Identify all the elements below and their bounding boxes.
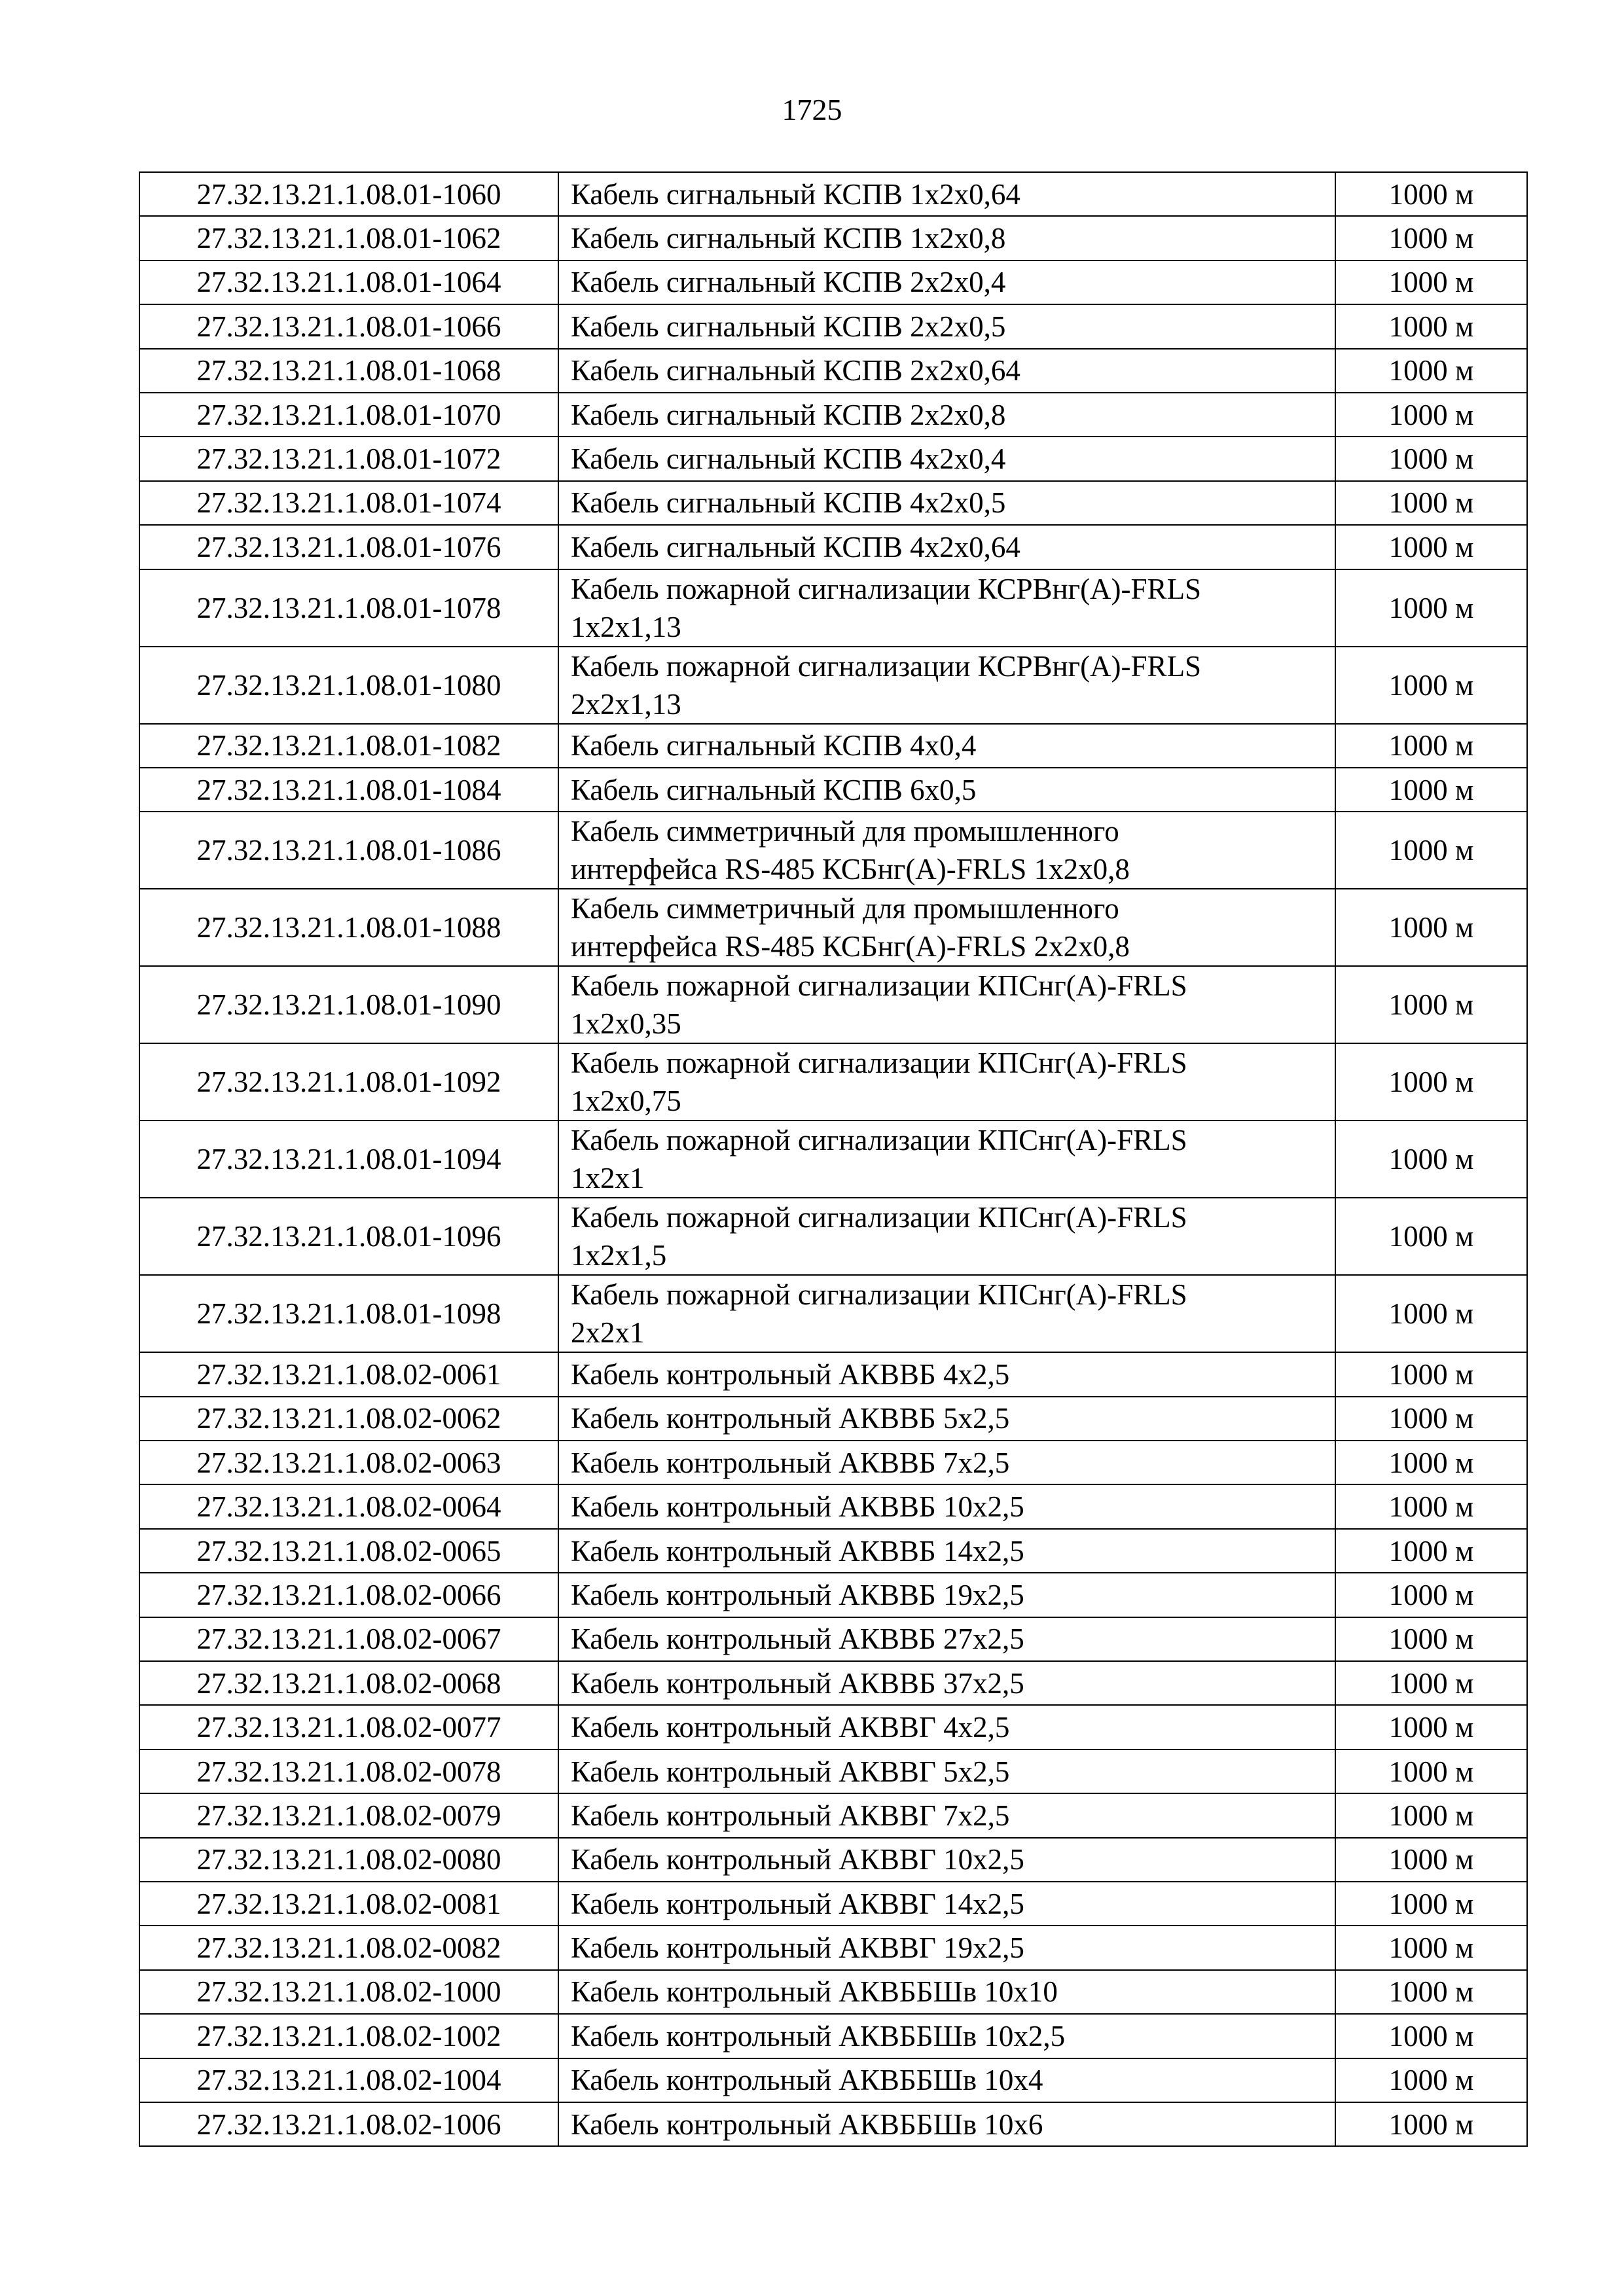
row-name: Кабель сигнальный КСПВ 2х2х0,64 bbox=[558, 349, 1335, 393]
row-name-line: Кабель пожарной сигнализации КСРВнг(А)-FRLS bbox=[571, 649, 1202, 683]
row-code: 27.32.13.21.1.08.02-1002 bbox=[139, 2014, 558, 2058]
row-code: 27.32.13.21.1.08.02-0066 bbox=[139, 1573, 558, 1617]
row-code: 27.32.13.21.1.08.01-1062 bbox=[139, 216, 558, 260]
row-unit: 1000 м bbox=[1335, 481, 1527, 525]
row-code: 27.32.13.21.1.08.02-1000 bbox=[139, 1970, 558, 2014]
table-row bbox=[139, 569, 1527, 647]
row-name-line: Кабель пожарной сигнализации КПСнг(А)-FRLS bbox=[571, 1047, 1187, 1080]
row-name-line: 1х2х0,35 bbox=[571, 1007, 681, 1041]
row-code: 27.32.13.21.1.08.02-0079 bbox=[139, 1793, 558, 1837]
row-name-line: интерфейса RS-485 КСБнг(А)-FRLS 2х2х0,8 bbox=[571, 930, 1130, 963]
row-name-line: Кабель пожарной сигнализации КПСнг(А)-FRLS bbox=[571, 1201, 1187, 1234]
table-row bbox=[139, 1529, 1527, 1573]
row-code: 27.32.13.21.1.08.01-1080 bbox=[139, 647, 558, 724]
row-name bbox=[558, 966, 1335, 1043]
table-row bbox=[139, 1882, 1527, 1926]
row-unit: 1000 м bbox=[1335, 1529, 1527, 1573]
row-name-line: Кабель пожарной сигнализации КПСнг(А)-FRLS bbox=[571, 1124, 1187, 1157]
row-name: Кабель сигнальный КСПВ 2х2х0,8 bbox=[558, 393, 1335, 437]
table-row bbox=[139, 1275, 1527, 1352]
row-code: 27.32.13.21.1.08.01-1084 bbox=[139, 768, 558, 812]
row-code: 27.32.13.21.1.08.02-0061 bbox=[139, 1352, 558, 1396]
row-unit: 1000 м bbox=[1335, 2102, 1527, 2146]
table-row bbox=[139, 304, 1527, 348]
row-code: 27.32.13.21.1.08.02-0077 bbox=[139, 1705, 558, 1749]
table-row bbox=[139, 1484, 1527, 1528]
page-number: 1725 bbox=[782, 93, 842, 126]
row-name: Кабель контрольный АКВВГ 19х2,5 bbox=[558, 1926, 1335, 1969]
row-code: 27.32.13.21.1.08.02-0064 bbox=[139, 1484, 558, 1528]
table-row bbox=[139, 889, 1527, 966]
row-code: 27.32.13.21.1.08.01-1068 bbox=[139, 349, 558, 393]
row-code: 27.32.13.21.1.08.01-1070 bbox=[139, 393, 558, 437]
table-row bbox=[139, 1198, 1527, 1275]
table-row bbox=[139, 1926, 1527, 1969]
row-unit: 1000 м bbox=[1335, 768, 1527, 812]
table-row bbox=[139, 349, 1527, 393]
row-unit: 1000 м bbox=[1335, 647, 1527, 724]
table-row bbox=[139, 2058, 1527, 2102]
row-name-line: 1х2х1 bbox=[571, 1162, 645, 1195]
resource-table bbox=[139, 171, 1528, 2147]
row-code: 27.32.13.21.1.08.01-1060 bbox=[139, 172, 558, 216]
row-unit: 1000 м bbox=[1335, 1793, 1527, 1837]
row-name: Кабель контрольный АКВВБ 37х2,5 bbox=[558, 1661, 1335, 1705]
row-unit: 1000 м bbox=[1335, 1705, 1527, 1749]
row-name: Кабель контрольный АКВББШв 10х4 bbox=[558, 2058, 1335, 2102]
row-name: Кабель сигнальный КСПВ 4х2х0,4 bbox=[558, 437, 1335, 480]
row-code: 27.32.13.21.1.08.02-1004 bbox=[139, 2058, 558, 2102]
row-name: Кабель сигнальный КСПВ 2х2х0,4 bbox=[558, 260, 1335, 304]
row-name-line: Кабель симметричный для промышленного bbox=[571, 892, 1119, 925]
table-row bbox=[139, 1749, 1527, 1793]
row-name: Кабель контрольный АКВВБ 5х2,5 bbox=[558, 1397, 1335, 1441]
row-name-line: 1х2х0,75 bbox=[571, 1085, 681, 1118]
row-name: Кабель контрольный АКВББШв 10х10 bbox=[558, 1970, 1335, 2014]
row-code: 27.32.13.21.1.08.02-0068 bbox=[139, 1661, 558, 1705]
table-row bbox=[139, 812, 1527, 889]
row-name bbox=[558, 647, 1335, 724]
row-code: 27.32.13.21.1.08.02-0065 bbox=[139, 1529, 558, 1573]
row-name bbox=[558, 1121, 1335, 1198]
row-code: 27.32.13.21.1.08.01-1086 bbox=[139, 812, 558, 889]
row-unit: 1000 м bbox=[1335, 1970, 1527, 2014]
row-name: Кабель контрольный АКВВГ 5х2,5 bbox=[558, 1749, 1335, 1793]
row-name-line: Кабель пожарной сигнализации КСРВнг(А)-FRLS bbox=[571, 572, 1202, 605]
row-unit: 1000 м bbox=[1335, 1617, 1527, 1661]
row-name: Кабель контрольный АКВВБ 4х2,5 bbox=[558, 1352, 1335, 1396]
row-name: Кабель контрольный АКВВГ 14х2,5 bbox=[558, 1882, 1335, 1926]
row-code: 27.32.13.21.1.08.01-1094 bbox=[139, 1121, 558, 1198]
row-unit: 1000 м bbox=[1335, 2014, 1527, 2058]
row-name: Кабель контрольный АКВВБ 27х2,5 bbox=[558, 1617, 1335, 1661]
table-row bbox=[139, 1397, 1527, 1441]
row-name bbox=[558, 812, 1335, 889]
row-name bbox=[558, 1043, 1335, 1121]
row-name: Кабель сигнальный КСПВ 4х0,4 bbox=[558, 724, 1335, 768]
row-name: Кабель контрольный АКВББШв 10х6 bbox=[558, 2102, 1335, 2146]
row-name bbox=[558, 1275, 1335, 1352]
row-unit: 1000 м bbox=[1335, 1397, 1527, 1441]
row-unit: 1000 м bbox=[1335, 2058, 1527, 2102]
row-unit: 1000 м bbox=[1335, 1198, 1527, 1275]
row-unit: 1000 м bbox=[1335, 1275, 1527, 1352]
row-unit: 1000 м bbox=[1335, 393, 1527, 437]
row-unit: 1000 м bbox=[1335, 1882, 1527, 1926]
row-unit: 1000 м bbox=[1335, 1121, 1527, 1198]
row-name: Кабель контрольный АКВББШв 10х2,5 bbox=[558, 2014, 1335, 2058]
row-name: Кабель сигнальный КСПВ 1х2х0,64 bbox=[558, 172, 1335, 216]
table-row bbox=[139, 647, 1527, 724]
row-unit: 1000 м bbox=[1335, 525, 1527, 569]
row-name: Кабель контрольный АКВВГ 7х2,5 bbox=[558, 1793, 1335, 1837]
table-row bbox=[139, 260, 1527, 304]
row-unit: 1000 м bbox=[1335, 812, 1527, 889]
row-unit: 1000 м bbox=[1335, 569, 1527, 647]
row-code: 27.32.13.21.1.08.01-1066 bbox=[139, 304, 558, 348]
row-code: 27.32.13.21.1.08.02-0067 bbox=[139, 1617, 558, 1661]
row-name bbox=[558, 1198, 1335, 1275]
row-code: 27.32.13.21.1.08.02-0082 bbox=[139, 1926, 558, 1969]
table-row bbox=[139, 1793, 1527, 1837]
table-row bbox=[139, 1352, 1527, 1396]
row-name: Кабель сигнальный КСПВ 2х2х0,5 bbox=[558, 304, 1335, 348]
row-code: 27.32.13.21.1.08.01-1074 bbox=[139, 481, 558, 525]
row-name-line: 2х2х1 bbox=[571, 1316, 645, 1350]
row-unit: 1000 м bbox=[1335, 216, 1527, 260]
row-unit: 1000 м bbox=[1335, 172, 1527, 216]
table-row bbox=[139, 437, 1527, 480]
row-name bbox=[558, 569, 1335, 647]
table-row bbox=[139, 2102, 1527, 2146]
row-unit: 1000 м bbox=[1335, 1043, 1527, 1121]
row-unit: 1000 м bbox=[1335, 1352, 1527, 1396]
row-name-line: Кабель пожарной сигнализации КПСнг(А)-FRLS bbox=[571, 969, 1187, 1003]
table-row bbox=[139, 525, 1527, 569]
table-row bbox=[139, 1441, 1527, 1484]
row-name-line: Кабель пожарной сигнализации КПСнг(А)-FRLS bbox=[571, 1278, 1187, 1312]
row-name: Кабель сигнальный КСПВ 4х2х0,5 bbox=[558, 481, 1335, 525]
row-code: 27.32.13.21.1.08.01-1064 bbox=[139, 260, 558, 304]
row-unit: 1000 м bbox=[1335, 1661, 1527, 1705]
row-code: 27.32.13.21.1.08.02-0080 bbox=[139, 1838, 558, 1882]
row-code: 27.32.13.21.1.08.01-1092 bbox=[139, 1043, 558, 1121]
row-code: 27.32.13.21.1.08.01-1096 bbox=[139, 1198, 558, 1275]
row-name: Кабель сигнальный КСПВ 1х2х0,8 bbox=[558, 216, 1335, 260]
row-code: 27.32.13.21.1.08.02-1006 bbox=[139, 2102, 558, 2146]
row-name: Кабель контрольный АКВВГ 10х2,5 bbox=[558, 1838, 1335, 1882]
table-row bbox=[139, 1043, 1527, 1121]
row-name: Кабель сигнальный КСПВ 4х2х0,64 bbox=[558, 525, 1335, 569]
table-body bbox=[139, 172, 1527, 2146]
row-unit: 1000 м bbox=[1335, 1441, 1527, 1484]
row-unit: 1000 м bbox=[1335, 1926, 1527, 1969]
row-name-line: интерфейса RS-485 КСБнг(А)-FRLS 1х2х0,8 bbox=[571, 853, 1130, 886]
row-name-line: Кабель симметричный для промышленного bbox=[571, 815, 1119, 848]
row-code: 27.32.13.21.1.08.01-1076 bbox=[139, 525, 558, 569]
row-unit: 1000 м bbox=[1335, 889, 1527, 966]
row-code: 27.32.13.21.1.08.01-1082 bbox=[139, 724, 558, 768]
row-unit: 1000 м bbox=[1335, 1749, 1527, 1793]
table-row bbox=[139, 393, 1527, 437]
row-code: 27.32.13.21.1.08.02-0062 bbox=[139, 1397, 558, 1441]
table-row bbox=[139, 216, 1527, 260]
row-unit: 1000 м bbox=[1335, 1573, 1527, 1617]
row-unit: 1000 м bbox=[1335, 260, 1527, 304]
table-row bbox=[139, 2014, 1527, 2058]
table-row bbox=[139, 1705, 1527, 1749]
row-code: 27.32.13.21.1.08.01-1098 bbox=[139, 1275, 558, 1352]
row-code: 27.32.13.21.1.08.01-1088 bbox=[139, 889, 558, 966]
row-name: Кабель контрольный АКВВБ 7х2,5 bbox=[558, 1441, 1335, 1484]
table-row bbox=[139, 1617, 1527, 1661]
row-unit: 1000 м bbox=[1335, 349, 1527, 393]
row-code: 27.32.13.21.1.08.02-0078 bbox=[139, 1749, 558, 1793]
row-unit: 1000 м bbox=[1335, 966, 1527, 1043]
row-unit: 1000 м bbox=[1335, 724, 1527, 768]
table-row bbox=[139, 724, 1527, 768]
row-name: Кабель сигнальный КСПВ 6х0,5 bbox=[558, 768, 1335, 812]
table-row bbox=[139, 1970, 1527, 2014]
table-row bbox=[139, 481, 1527, 525]
row-unit: 1000 м bbox=[1335, 437, 1527, 480]
row-unit: 1000 м bbox=[1335, 1484, 1527, 1528]
row-code: 27.32.13.21.1.08.01-1090 bbox=[139, 966, 558, 1043]
table-row bbox=[139, 1121, 1527, 1198]
row-code: 27.32.13.21.1.08.02-0063 bbox=[139, 1441, 558, 1484]
row-unit: 1000 м bbox=[1335, 304, 1527, 348]
table-row bbox=[139, 1573, 1527, 1617]
row-name: Кабель контрольный АКВВБ 10х2,5 bbox=[558, 1484, 1335, 1528]
row-code: 27.32.13.21.1.08.02-0081 bbox=[139, 1882, 558, 1926]
row-code: 27.32.13.21.1.08.01-1078 bbox=[139, 569, 558, 647]
table-row bbox=[139, 1838, 1527, 1882]
row-name-line: 1х2х1,13 bbox=[571, 610, 681, 643]
table-row bbox=[139, 768, 1527, 812]
row-name: Кабель контрольный АКВВГ 4х2,5 bbox=[558, 1705, 1335, 1749]
row-code: 27.32.13.21.1.08.01-1072 bbox=[139, 437, 558, 480]
table-row bbox=[139, 966, 1527, 1043]
row-name: Кабель контрольный АКВВБ 19х2,5 bbox=[558, 1573, 1335, 1617]
row-name bbox=[558, 889, 1335, 966]
row-unit: 1000 м bbox=[1335, 1838, 1527, 1882]
row-name-line: 1х2х1,5 bbox=[571, 1239, 667, 1272]
row-name-line: 2х2х1,13 bbox=[571, 687, 681, 721]
row-name: Кабель контрольный АКВВБ 14х2,5 bbox=[558, 1529, 1335, 1573]
table-row bbox=[139, 172, 1527, 216]
table-row bbox=[139, 1661, 1527, 1705]
